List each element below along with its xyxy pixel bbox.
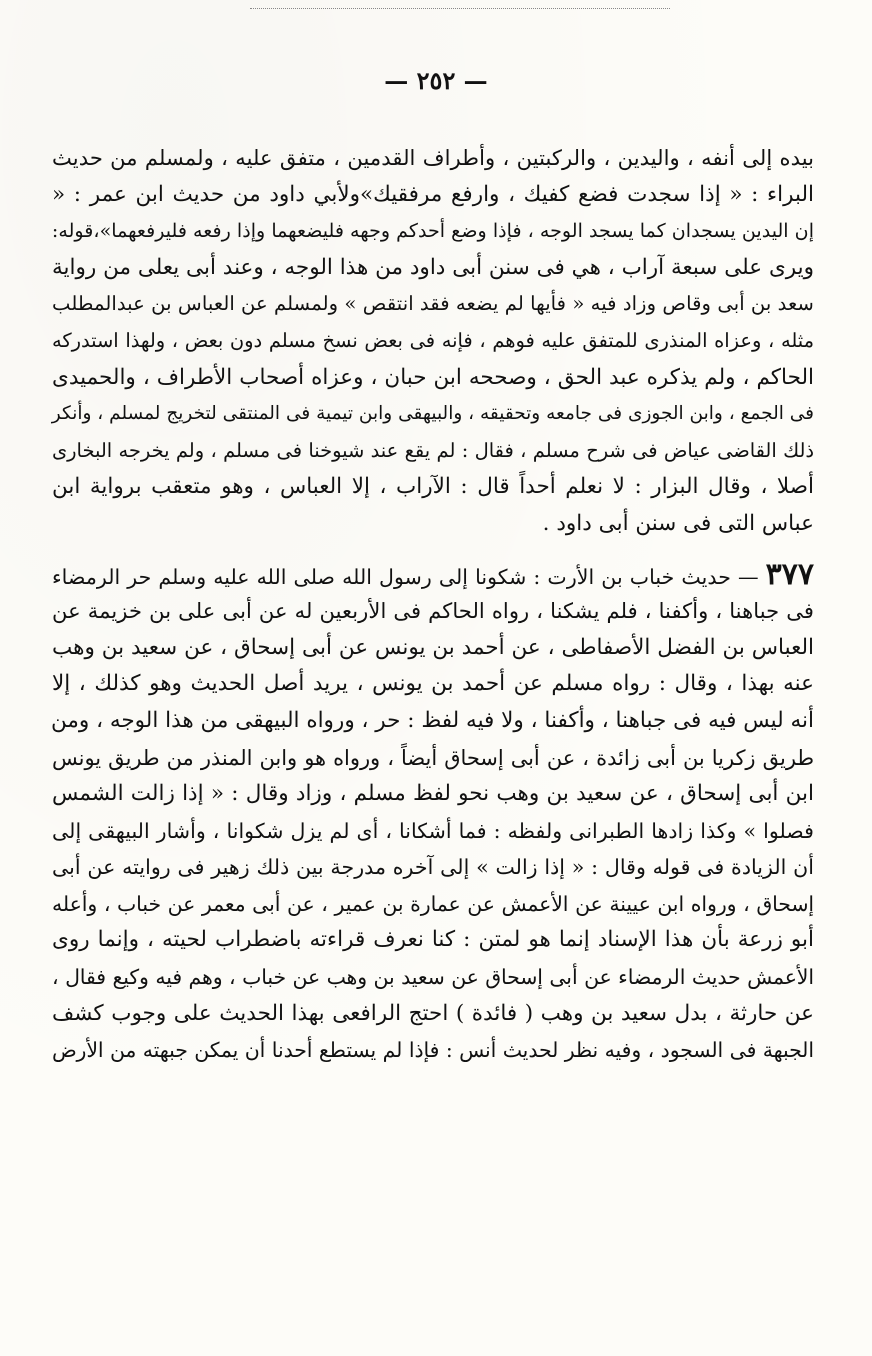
text-line: إسحاق ، ورواه ابن عيينة عن الأعمش عن عمارة بن عمير ، عن أبى معمر عن خباب ، وأعله [52,891,814,916]
text-line: عن حارثة ، بدل سعيد بن وهب ( فائدة ) احتج الرافعى بهذا الحديث على وجوب كشف [52,1000,814,1026]
paragraph-aa-ab [52,140,814,543]
text-line: الجبهة فى السجود ، وفيه نظر لحديث أنس : فإذا لم يستطع أحدنا أن يمكن جبهته من الأرض [52,1038,814,1063]
paragraph-hadith-377 [52,557,814,1069]
text-line: فى الجمع ، وابن الجوزى فى جامعه وتحقيقه ، والبيهقى وابن تيمية فى المنتقى لتخريج لمسلم ، وأنكر [51,403,814,425]
text-line: إن اليدين يسجدان كما يسجد الوجه ، فإذا وضع أحدكم وجهه فليضعهما وإذا رفعه فليرفعهما»،قوله: [51,219,814,243]
text-line: ويرى على سبعة آراب ، هي فى سنن أبى داود من هذا الوجه ، وعند أبى يعلى من رواية [52,254,814,280]
paragraph-gap [52,543,814,557]
text-line: أبو زرعة بأن هذا الإسناد إنما هو لمتن : كنا نعرف قراءته باضطراب لحيته ، وإنما روى [52,927,814,953]
text-line: فصلوا » وكذا زادها الطبرانى ولفظه : فما أشكانا ، أى لم يزل شكوانا ، وأشار البيهقى إلى [52,818,814,843]
text-line: البراء : « إذا سجدت فضع كفيك ، وارفع مرفقيك»ولأبي داود من حديث ابن عمر : « [52,181,814,207]
hadith-number: ٣٧٧ [765,556,815,592]
text-line: فى جباهنا ، وأكفنا ، فلم يشكنا ، رواه الحاكم فى الأربعين له عن أبى على بن خزيمة عن [52,598,814,624]
text-line: عباس التى فى سنن أبى داود . [542,510,814,536]
text-line: الأعمش حديث الرمضاء عن أبى إسحاق عن سعيد بن وهب عن خباب ، وهم فيه وكيع فقال ، [52,965,814,990]
text-line: أنه ليس فيه فى جباهنا ، وأكفنا ، ولا فيه لفظ : حر ، ورواه البيهقى من هذا الوجه ، ومن [50,707,814,733]
text-line: أصلا ، وقال البزار : لا نعلم أحداً قال : الآراب ، إلا العباس ، وهو متعقب برواية ابن [52,474,814,500]
hadith-heading-line [52,557,814,594]
page-body [52,140,814,1069]
text-line: بيده إلى أنفه ، واليدين ، والركبتين ، وأطراف القدمين ، متفق عليه ، ولمسلم من حديث [52,145,814,170]
text-line: ابن أبى إسحاق ، عن سعيد بن وهب نحو لفظ مسلم ، وزاد وقال : « إذا زالت الشمس [52,781,814,807]
hadith-heading-text: — حديث خباب بن الأرت : شكونا إلى رسول الله صلى الله عليه وسلم حر الرمضاء [52,564,759,589]
text-line: أن الزيادة فى قوله وقال : « إذا زالت » إلى آخره مدرجة بين ذلك زهير فى روايته عن أبى [52,855,814,880]
text-line: العباس بن الفضل الأصفاطى ، عن أحمد بن يونس عن أبى إسحاق ، عن سعيد بن وهب [52,634,814,660]
text-line: عنه بهذا ، وقال : رواه مسلم عن أحمد بن يونس ، يريد أصل الحديث وهو كذلك ، إلا [52,671,814,697]
top-border-rule [250,8,670,9]
text-line: مثله ، وعزاه المنذرى للمتفق عليه فوهم ، فإنه فى بعض نسخ مسلم دون بعض ، ولهذا استدركه [52,328,814,352]
page-number: — ٢٥٢ — [384,66,488,95]
text-line: ذلك القاضى عياض فى شرح مسلم ، فقال : لم يقع عند شيوخنا فى مسلم ، ولم يخرجه البخارى [52,438,814,462]
text-line: طريق زكريا بن أبى زائدة ، عن أبى إسحاق أيضاً ، ورواه هو وابن المنذر من طريق يونس [52,745,814,770]
text-line: سعد بن أبى وقاص وزاد فيه « فأيها لم يضعه فقد انتقص » ولمسلم عن العباس بن عبدالمطلب [52,292,814,316]
text-line: الحاكم ، ولم يذكره عبد الحق ، وصححه ابن حبان ، وعزاه أصحاب الأطراف ، والحميدى [52,364,814,390]
